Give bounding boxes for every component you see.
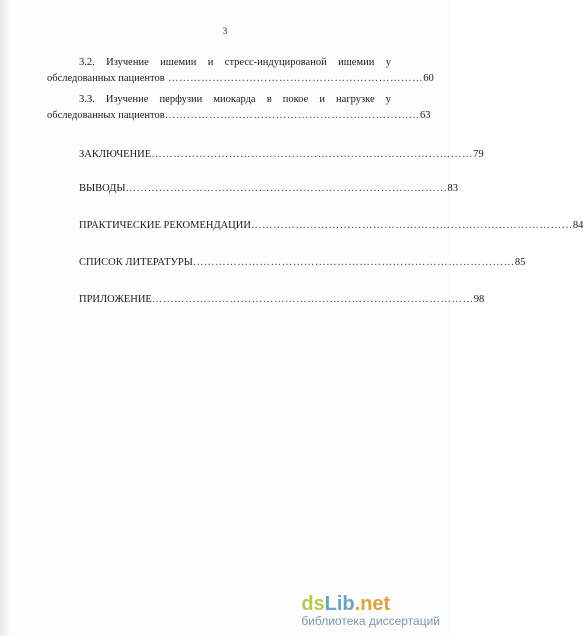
entry-page: 63 (420, 110, 431, 121)
section-title: СПИСОК ЛИТЕРАТУРЫ (79, 257, 193, 268)
dslib-watermark (301, 594, 440, 628)
toc-entry-3-3-line2 (47, 110, 431, 121)
entry-continuation: обследованных пациентов (47, 110, 165, 121)
toc-entry-3-2-line2 (47, 73, 434, 84)
entry-word: и (319, 94, 325, 105)
entry-word: нагрузке (336, 94, 375, 105)
section-page: 83 (447, 183, 458, 194)
entry-word: Изучение (106, 57, 149, 68)
toc-section-recommendations (79, 220, 583, 231)
entry-word: покое (282, 94, 309, 105)
entry-page: 60 (423, 73, 434, 84)
entry-continuation: обследованных пациентов (47, 73, 165, 84)
toc-section-appendix (79, 294, 485, 305)
entry-number: 3.3. (79, 94, 95, 105)
entry-word: перфузии (159, 94, 203, 105)
section-title: ВЫВОДЫ (79, 183, 126, 194)
dot-leader: …………………………………………………………………………… (125, 183, 448, 194)
section-title: ПРИЛОЖЕНИЕ (79, 294, 152, 305)
entry-number: 3.2. (79, 57, 95, 68)
section-page: 85 (514, 257, 526, 268)
section-page: 98 (473, 294, 485, 305)
dslib-subtitle: библиотека диссертаций (301, 614, 440, 628)
dot-leader: …………………………………………………………… (164, 110, 421, 121)
toc-section-findings (79, 183, 458, 194)
section-title: ПРАКТИЧЕСКИЕ РЕКОМЕНДАЦИИ (79, 220, 251, 231)
dslib-logo: dsLib.net (301, 593, 391, 615)
page-number: 3 (222, 26, 228, 36)
toc-section-conclusion (79, 149, 484, 160)
dot-leader: …………………………………………………………… (164, 73, 424, 84)
entry-word: стресс-индуцированой (224, 57, 327, 68)
entry-word: ишемии (160, 57, 197, 68)
dot-leader: …………………………………………………………………………… (151, 149, 474, 160)
dot-leader: …………………………………………………………………………… (151, 294, 474, 305)
entry-word: миокарда (213, 94, 256, 105)
toc-entry-3-3-line1 (79, 94, 391, 105)
section-page: 84 (572, 220, 583, 231)
entry-word: у (385, 57, 391, 68)
section-title: ЗАКЛЮЧЕНИЕ (79, 149, 152, 160)
entry-word: в (266, 94, 272, 105)
entry-word: и (207, 57, 214, 68)
scan-edge-shadow (0, 0, 10, 636)
toc-entry-3-2-line1 (79, 57, 391, 68)
section-page: 79 (473, 149, 484, 160)
toc-section-references (79, 257, 526, 268)
entry-word: у (385, 94, 391, 105)
dot-leader: …………………………………………………………………………… (250, 220, 573, 231)
entry-word: ишемии (338, 57, 375, 68)
dot-leader: …………………………………………………………………………… (192, 257, 515, 268)
entry-word: Изучение (105, 94, 149, 105)
